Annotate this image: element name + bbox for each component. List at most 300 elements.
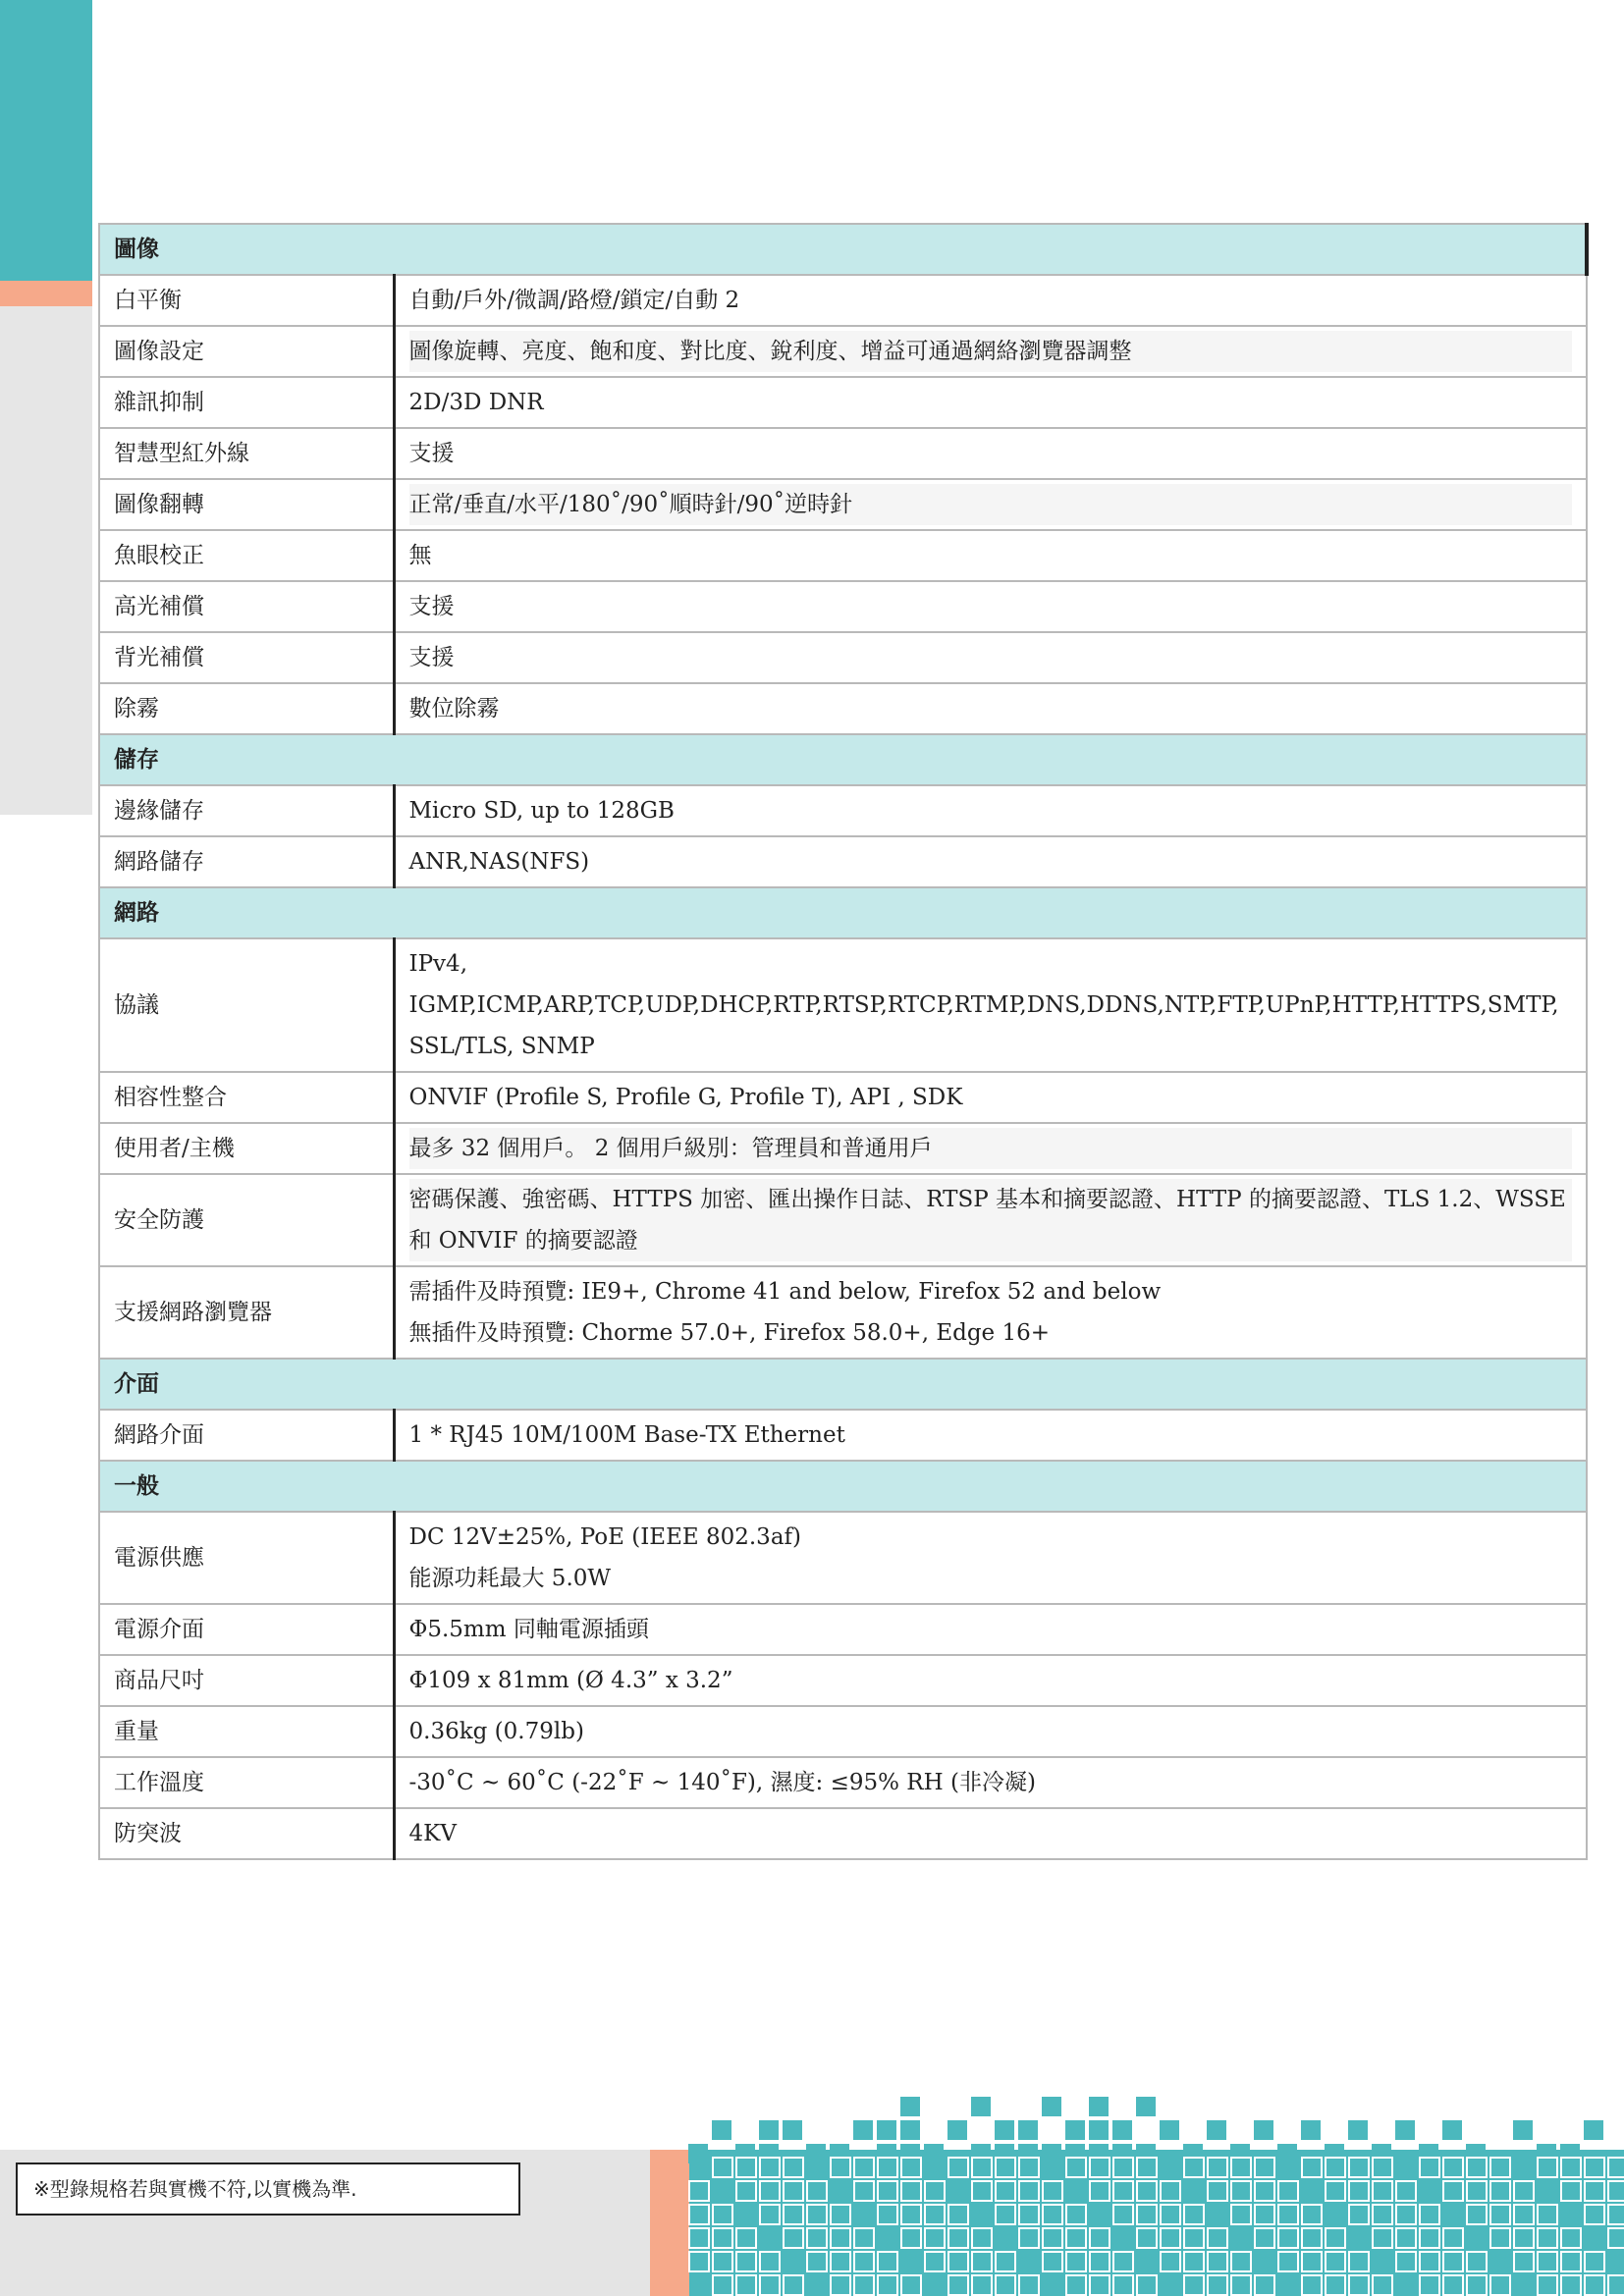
pixel-grid-cell [831,2228,850,2248]
pixel-grid-cell [1184,2252,1204,2271]
spec-value-line: 正常/垂直/水平/180˚/90˚順時針/90˚逆時針 [408,492,853,517]
spec-value [394,1174,1587,1266]
spec-label: 商品尺吋 [99,1655,394,1706]
spec-row [99,275,1587,326]
pixel-grid-cell [1373,2205,1392,2224]
pixel-grid-cell [1373,2181,1392,2201]
pixel-grid-cell [689,2181,709,2201]
section-title: 圖像 [99,224,1587,275]
pixel-grid-cell [1137,2228,1157,2248]
spec-value-lines [409,433,1573,474]
pixel-grid-cell [713,2275,732,2295]
pixel-square [1089,2097,1109,2116]
spec-value [394,1512,1587,1604]
pixel-grid-cell [1066,2205,1086,2224]
spec-value-line: Φ5.5mm 同軸電源插頭 [408,1617,649,1642]
pixel-grid-cell [736,2181,756,2201]
pixel-square [688,2144,708,2163]
pixel-square [1372,2144,1391,2163]
spec-label: 圖像設定 [99,326,394,377]
pixel-grid-cell [972,2181,992,2201]
pixel-grid-cell [689,2228,709,2248]
spec-value-lines [409,484,1573,525]
pixel-grid-cell [1585,2181,1604,2201]
pixel-grid-cell [1137,2275,1157,2295]
pixel-grid-cell [1443,2252,1463,2271]
spec-label: 網路儲存 [99,836,394,887]
pixel-grid-cell [736,2228,756,2248]
pixel-grid-cell [878,2252,897,2271]
pixel-square [735,2144,755,2163]
spec-value-lines [409,1179,1573,1261]
pixel-square [1065,2120,1085,2140]
pixel-grid-cell [1443,2228,1463,2248]
pixel-grid-cell [713,2205,732,2224]
pixel-square [1537,2144,1556,2163]
pixel-grid-cell [878,2205,897,2224]
pixel-grid-cell [713,2228,732,2248]
pixel-grid-cell [1467,2275,1487,2295]
pixel-grid-cell [1208,2252,1227,2271]
spec-value-line: 密碼保護、強密碼、HTTPS 加密、匯出操作日誌、RTSP 基本和摘要認證、HTTP 的摘要認證、TLS 1.2、WSSE [408,1187,1566,1212]
spec-value-line: 數位除霧 [408,696,500,721]
pixel-grid-cell [1255,2181,1274,2201]
pixel-grid-cell [1019,2228,1039,2248]
pixel-grid-cell [901,2275,921,2295]
pixel-square [947,2120,967,2140]
spec-value-line: Φ109 x 81mm (Ø 4.3” x 3.2” [408,1668,733,1693]
spec-label: 工作溫度 [99,1757,394,1808]
pixel-square [1042,2097,1061,2116]
pixel-grid-cell [972,2252,992,2271]
pixel-square [1136,2144,1156,2163]
pixel-square [1089,2120,1109,2140]
pixel-grid-cell [1608,2228,1624,2248]
spec-value-line: DC 12V±25%, PoE (IEEE 802.3af) [408,1524,802,1550]
spec-row [99,1757,1587,1808]
pixel-square [900,2120,920,2140]
spec-value-lines [409,1660,1573,1701]
pixel-grid-cell [1561,2181,1581,2201]
spec-label: 背光補償 [99,632,394,683]
pixel-grid-cell [784,2181,803,2201]
spec-label: 雜訊抑制 [99,377,394,428]
pixel-grid-cell [1326,2181,1345,2201]
pixel-grid-cell [831,2275,850,2295]
pixel-grid-cell [1161,2205,1180,2224]
pixel-grid-cell [1585,2252,1604,2271]
spec-value [394,377,1587,428]
pixel-grid-cell [1561,2252,1581,2271]
pixel-square [1183,2144,1203,2163]
pixel-grid-cell [1066,2252,1086,2271]
spec-value-lines [409,331,1573,372]
spec-value-lines [409,1711,1573,1752]
pixel-grid-cell [1538,2228,1557,2248]
spec-label: 重量 [99,1706,394,1757]
disclaimer-text: ※型錄規格若與實機不符,以實機為準. [33,2177,357,2201]
section-header [99,887,1587,938]
pixel-grid-cell [1113,2205,1133,2224]
spec-table-body [99,224,1587,1859]
pixel-grid-cell [1514,2181,1534,2201]
pixel-square [853,2120,873,2140]
spec-value [394,1072,1587,1123]
pixel-square [900,2097,920,2116]
spec-value-line: 最多 32 個用戶。 2 個用戶級別：管理員和普通用戶 [408,1136,933,1161]
pixel-grid-cell [760,2275,780,2295]
spec-row [99,1410,1587,1461]
pixel-grid-cell [925,2228,945,2248]
pixel-grid-cell [760,2181,780,2201]
pixel-grid-cell [784,2228,803,2248]
pixel-grid-cell [1561,2275,1581,2295]
pixel-grid-cell [689,2205,709,2224]
spec-label: 魚眼校正 [99,530,394,581]
pixel-grid-cell [1161,2181,1180,2201]
pixel-grid-cell [1043,2205,1062,2224]
pixel-grid-cell [1278,2228,1298,2248]
pixel-grid-cell [948,2252,968,2271]
pixel-grid-cell [831,2252,850,2271]
spec-label: 安全防護 [99,1174,394,1266]
spec-label: 支援網路瀏覽器 [99,1266,394,1359]
pixel-square [1207,2120,1226,2140]
pixel-square [1466,2144,1486,2163]
pixel-grid-cell [1302,2275,1322,2295]
spec-value-lines [409,688,1573,729]
pixel-grid-cell [854,2275,874,2295]
section-title: 一般 [99,1461,1587,1512]
spec-row [99,1512,1587,1604]
pixel-grid-cell [784,2275,803,2295]
pixel-square [1065,2144,1085,2163]
spec-label: 高光補償 [99,581,394,632]
pixel-grid-cell [1490,2181,1510,2201]
pixel-grid-cell [1326,2252,1345,2271]
decor-orange-bar [0,281,92,306]
pixel-grid-cell [1585,2205,1604,2224]
pixel-grid-cell [1443,2158,1463,2177]
spec-row [99,836,1587,887]
pixel-grid-cell [925,2181,945,2201]
pixel-grid-cell [1396,2205,1416,2224]
pixel-grid-cell [1420,2205,1439,2224]
spec-value [394,1604,1587,1655]
pixel-grid-cell [1090,2181,1110,2201]
pixel-grid-cell [807,2181,827,2201]
pixel-grid-cell [1585,2275,1604,2295]
spec-value [394,1808,1587,1859]
pixel-grid-cell [1137,2181,1157,2201]
spec-value-line: 支援 [408,594,455,619]
pixel-grid-cell [1208,2181,1227,2201]
pixel-grid-cell [901,2205,921,2224]
section-title: 儲存 [99,734,1587,785]
spec-value-lines [409,1415,1573,1456]
pixel-grid-cell [1608,2275,1624,2295]
spec-value [394,1706,1587,1757]
pixel-grid-cell [713,2158,732,2177]
spec-label: 邊緣儲存 [99,785,394,836]
spec-row [99,377,1587,428]
section-header [99,734,1587,785]
pixel-square [1395,2120,1415,2140]
pixel-grid-cell [1420,2275,1439,2295]
spec-value-line: Micro SD, up to 128GB [408,798,675,824]
pixel-grid-cell [1161,2252,1180,2271]
spec-row [99,581,1587,632]
pixel-grid-cell [1467,2181,1487,2201]
pixel-grid-cell [1326,2275,1345,2295]
spec-value-line: IPv4, IGMP,ICMP,ARP,TCP,UDP,DHCP,RTP,RTSP,RTCP,RTMP,DNS,DDNS,NTP,FTP,UPnP,HTTP,HTTPS,SMTP, [408,951,1559,1018]
pixel-grid-cell [854,2158,874,2177]
pixel-grid-cell [1090,2252,1110,2271]
spec-row [99,938,1587,1072]
pixel-square [995,2120,1014,2140]
pixel-square [1042,2144,1061,2163]
spec-row [99,530,1587,581]
pixel-grid-cell [1208,2275,1227,2295]
spec-value [394,836,1587,887]
pixel-grid-cell [1373,2275,1392,2295]
pixel-grid-cell [1043,2181,1062,2201]
spec-value [394,428,1587,479]
pixel-square [1089,2144,1109,2163]
pixel-grid-cell [1231,2205,1251,2224]
spec-row [99,1072,1587,1123]
pixel-grid-cell [1349,2158,1369,2177]
spec-label: 電源介面 [99,1604,394,1655]
pixel-grid-cell [1608,2158,1624,2177]
spec-value-lines [409,535,1573,576]
pixel-grid-cell [1302,2252,1322,2271]
pixel-grid-cell [1608,2205,1624,2224]
pixel-grid-cell [1420,2228,1439,2248]
pixel-grid-cell [784,2158,803,2177]
pixel-grid-cell [1585,2158,1604,2177]
spec-value [394,1410,1587,1461]
spec-value-line: 2D/3D DNR [408,390,544,415]
spec-label: 相容性整合 [99,1072,394,1123]
spec-label: 使用者/主機 [99,1123,394,1174]
pixel-grid-cell [1490,2228,1510,2248]
pixel-grid-cell [713,2252,732,2271]
pixel-grid-cell [807,2252,827,2271]
section-header [99,224,1587,275]
spec-row [99,785,1587,836]
pixel-square [900,2144,920,2163]
pixel-grid-cell [1467,2205,1487,2224]
spec-value [394,1757,1587,1808]
pixel-grid-cell [1420,2252,1439,2271]
pixel-grid-cell [972,2275,992,2295]
spec-value-lines [409,1813,1573,1854]
pixel-square [1584,2120,1603,2140]
pixel-grid-cell [1113,2252,1133,2271]
spec-value-lines [409,1762,1573,1803]
pixel-grid-cell [1396,2181,1416,2201]
pixel-square [995,2144,1014,2163]
pixel-square [1419,2144,1438,2163]
pixel-grid-cell [1302,2205,1322,2224]
pixel-grid-cell [807,2205,827,2224]
spec-label: 除霧 [99,683,394,734]
spec-label: 圖像翻轉 [99,479,394,530]
pixel-grid-cell [1066,2275,1086,2295]
pixel-grid-cell [996,2205,1015,2224]
pixel-grid-cell [1231,2275,1251,2295]
pixel-square [1325,2144,1344,2163]
pixel-square [877,2144,896,2163]
spec-value [394,632,1587,683]
disclaimer-note [16,2163,520,2216]
pixel-square [1230,2144,1250,2163]
pixel-grid-cell [1349,2181,1369,2201]
pixel-grid-cell [1255,2205,1274,2224]
spec-label: 電源供應 [99,1512,394,1604]
pixel-square [1136,2097,1156,2116]
pixel-square [1254,2120,1273,2140]
pixel-grid-cell [948,2205,968,2224]
spec-label: 防突波 [99,1808,394,1859]
pixel-grid-cell [1373,2228,1392,2248]
pixel-grid-cell [1231,2252,1251,2271]
pixel-grid-cell [901,2228,921,2248]
pixel-grid-cell [948,2275,968,2295]
pixel-grid-cell [1161,2228,1180,2248]
pixel-grid-cell [1514,2205,1534,2224]
spec-row [99,1604,1587,1655]
spec-row [99,428,1587,479]
pixel-grid-cell [760,2205,780,2224]
spec-value-line: 0.36kg (0.79lb) [408,1719,584,1744]
pixel-grid-cell [1184,2205,1204,2224]
pixel-square [1160,2120,1179,2140]
spec-row [99,479,1587,530]
pixel-grid-cell [1113,2181,1133,2201]
pixel-grid-cell [996,2252,1015,2271]
pixel-grid-cell [1349,2252,1369,2271]
pixel-grid-cell [1090,2228,1110,2248]
pixel-square [971,2097,991,2116]
pixel-grid-cell [1349,2275,1369,2295]
spec-value [394,275,1587,326]
spec-value-lines [409,1271,1573,1354]
pixel-grid-cell [972,2228,992,2248]
spec-label: 智慧型紅外線 [99,428,394,479]
pixel-grid-cell [1561,2228,1581,2248]
spec-label: 白平衡 [99,275,394,326]
pixel-grid-cell [1396,2228,1416,2248]
spec-row [99,1706,1587,1757]
spec-value [394,785,1587,836]
spec-value-line: 支援 [408,441,455,466]
pixel-square [1277,2144,1297,2163]
pixel-grid-cell [854,2252,874,2271]
pixel-square [1442,2120,1462,2140]
spec-value [394,1655,1587,1706]
pixel-square [1018,2144,1038,2163]
spec-value-line: 自動/戶外/微調/路燈/鎖定/自動 2 [408,288,740,313]
spec-value-line: ANR,NAS(NFS) [408,849,590,875]
pixel-square [830,2144,849,2163]
spec-row [99,683,1587,734]
pixel-grid-cell [1066,2228,1086,2248]
pixel-grid-cell [996,2181,1015,2201]
pixel-grid-cell [1113,2275,1133,2295]
pixel-grid-cell [854,2181,874,2201]
pixel-square [1513,2120,1533,2140]
spec-value [394,1123,1587,1174]
pixel-grid-cell [1538,2275,1557,2295]
pixel-grid-cell [736,2252,756,2271]
pixel-grid-cell [901,2181,921,2201]
spec-value-line: -30˚C ~ 60˚C (-22˚F ~ 140˚F), 濕度: ≤95% RH (非冷凝) [408,1770,1036,1795]
section-title: 介面 [99,1359,1587,1410]
spec-row [99,1266,1587,1359]
pixel-grid-cell [1514,2228,1534,2248]
pixel-square [783,2120,802,2140]
spec-value-lines [409,790,1573,831]
spec-value [394,479,1587,530]
pixel-grid-cell [854,2228,874,2248]
spec-row [99,632,1587,683]
pixel-grid-cell [831,2205,850,2224]
spec-value [394,326,1587,377]
footer-orange-band [650,2150,689,2296]
pixel-grid-cell [1302,2228,1322,2248]
spec-value-lines [409,637,1573,678]
pixel-grid-cell [1349,2205,1369,2224]
spec-table [98,223,1589,1860]
spec-label: 網路介面 [99,1410,394,1461]
spec-value-line: 需插件及時預覽: IE9+, Chrome 41 and below, Firefox 52 and below [408,1279,1162,1305]
spec-label: 協議 [99,938,394,1072]
decor-teal-bar [0,0,92,281]
spec-value [394,581,1587,632]
pixel-grid-cell [1043,2228,1062,2248]
pixel-grid-cell [760,2252,780,2271]
pixel-grid-cell [1184,2228,1204,2248]
pixel-square [712,2120,731,2140]
spec-value-line: 能源功耗最大 5.0W [408,1566,612,1591]
pixel-square [1112,2120,1132,2140]
pixel-grid-cell [1302,2158,1322,2177]
pixel-grid-cell [1538,2205,1557,2224]
pixel-grid-cell [948,2228,968,2248]
pixel-grid-cell [784,2205,803,2224]
pixel-square [1348,2120,1368,2140]
pixel-grid-cell [1326,2228,1345,2248]
spec-row [99,1655,1587,1706]
pixel-grid-cell [1231,2181,1251,2201]
pixel-square [877,2120,896,2140]
pixel-square [1560,2144,1580,2163]
pixel-grid-cell [925,2205,945,2224]
pixel-grid-cell [1608,2181,1624,2201]
pixel-grid-cell [1019,2181,1039,2201]
spec-value-line: 無插件及時預覽: Chorme 57.0+, Firefox 58.0+, Edge 16+ [408,1320,1051,1346]
pixel-grid-cell [1514,2252,1534,2271]
pixel-grid-cell [1278,2205,1298,2224]
spec-value-line: 4KV [408,1821,457,1846]
pixel-grid-cell [1255,2275,1274,2295]
pixel-grid-cell [1208,2158,1227,2177]
pixel-grid-cell [736,2275,756,2295]
pixel-grid-cell [689,2252,709,2271]
pixel-grid-cell [925,2252,945,2271]
